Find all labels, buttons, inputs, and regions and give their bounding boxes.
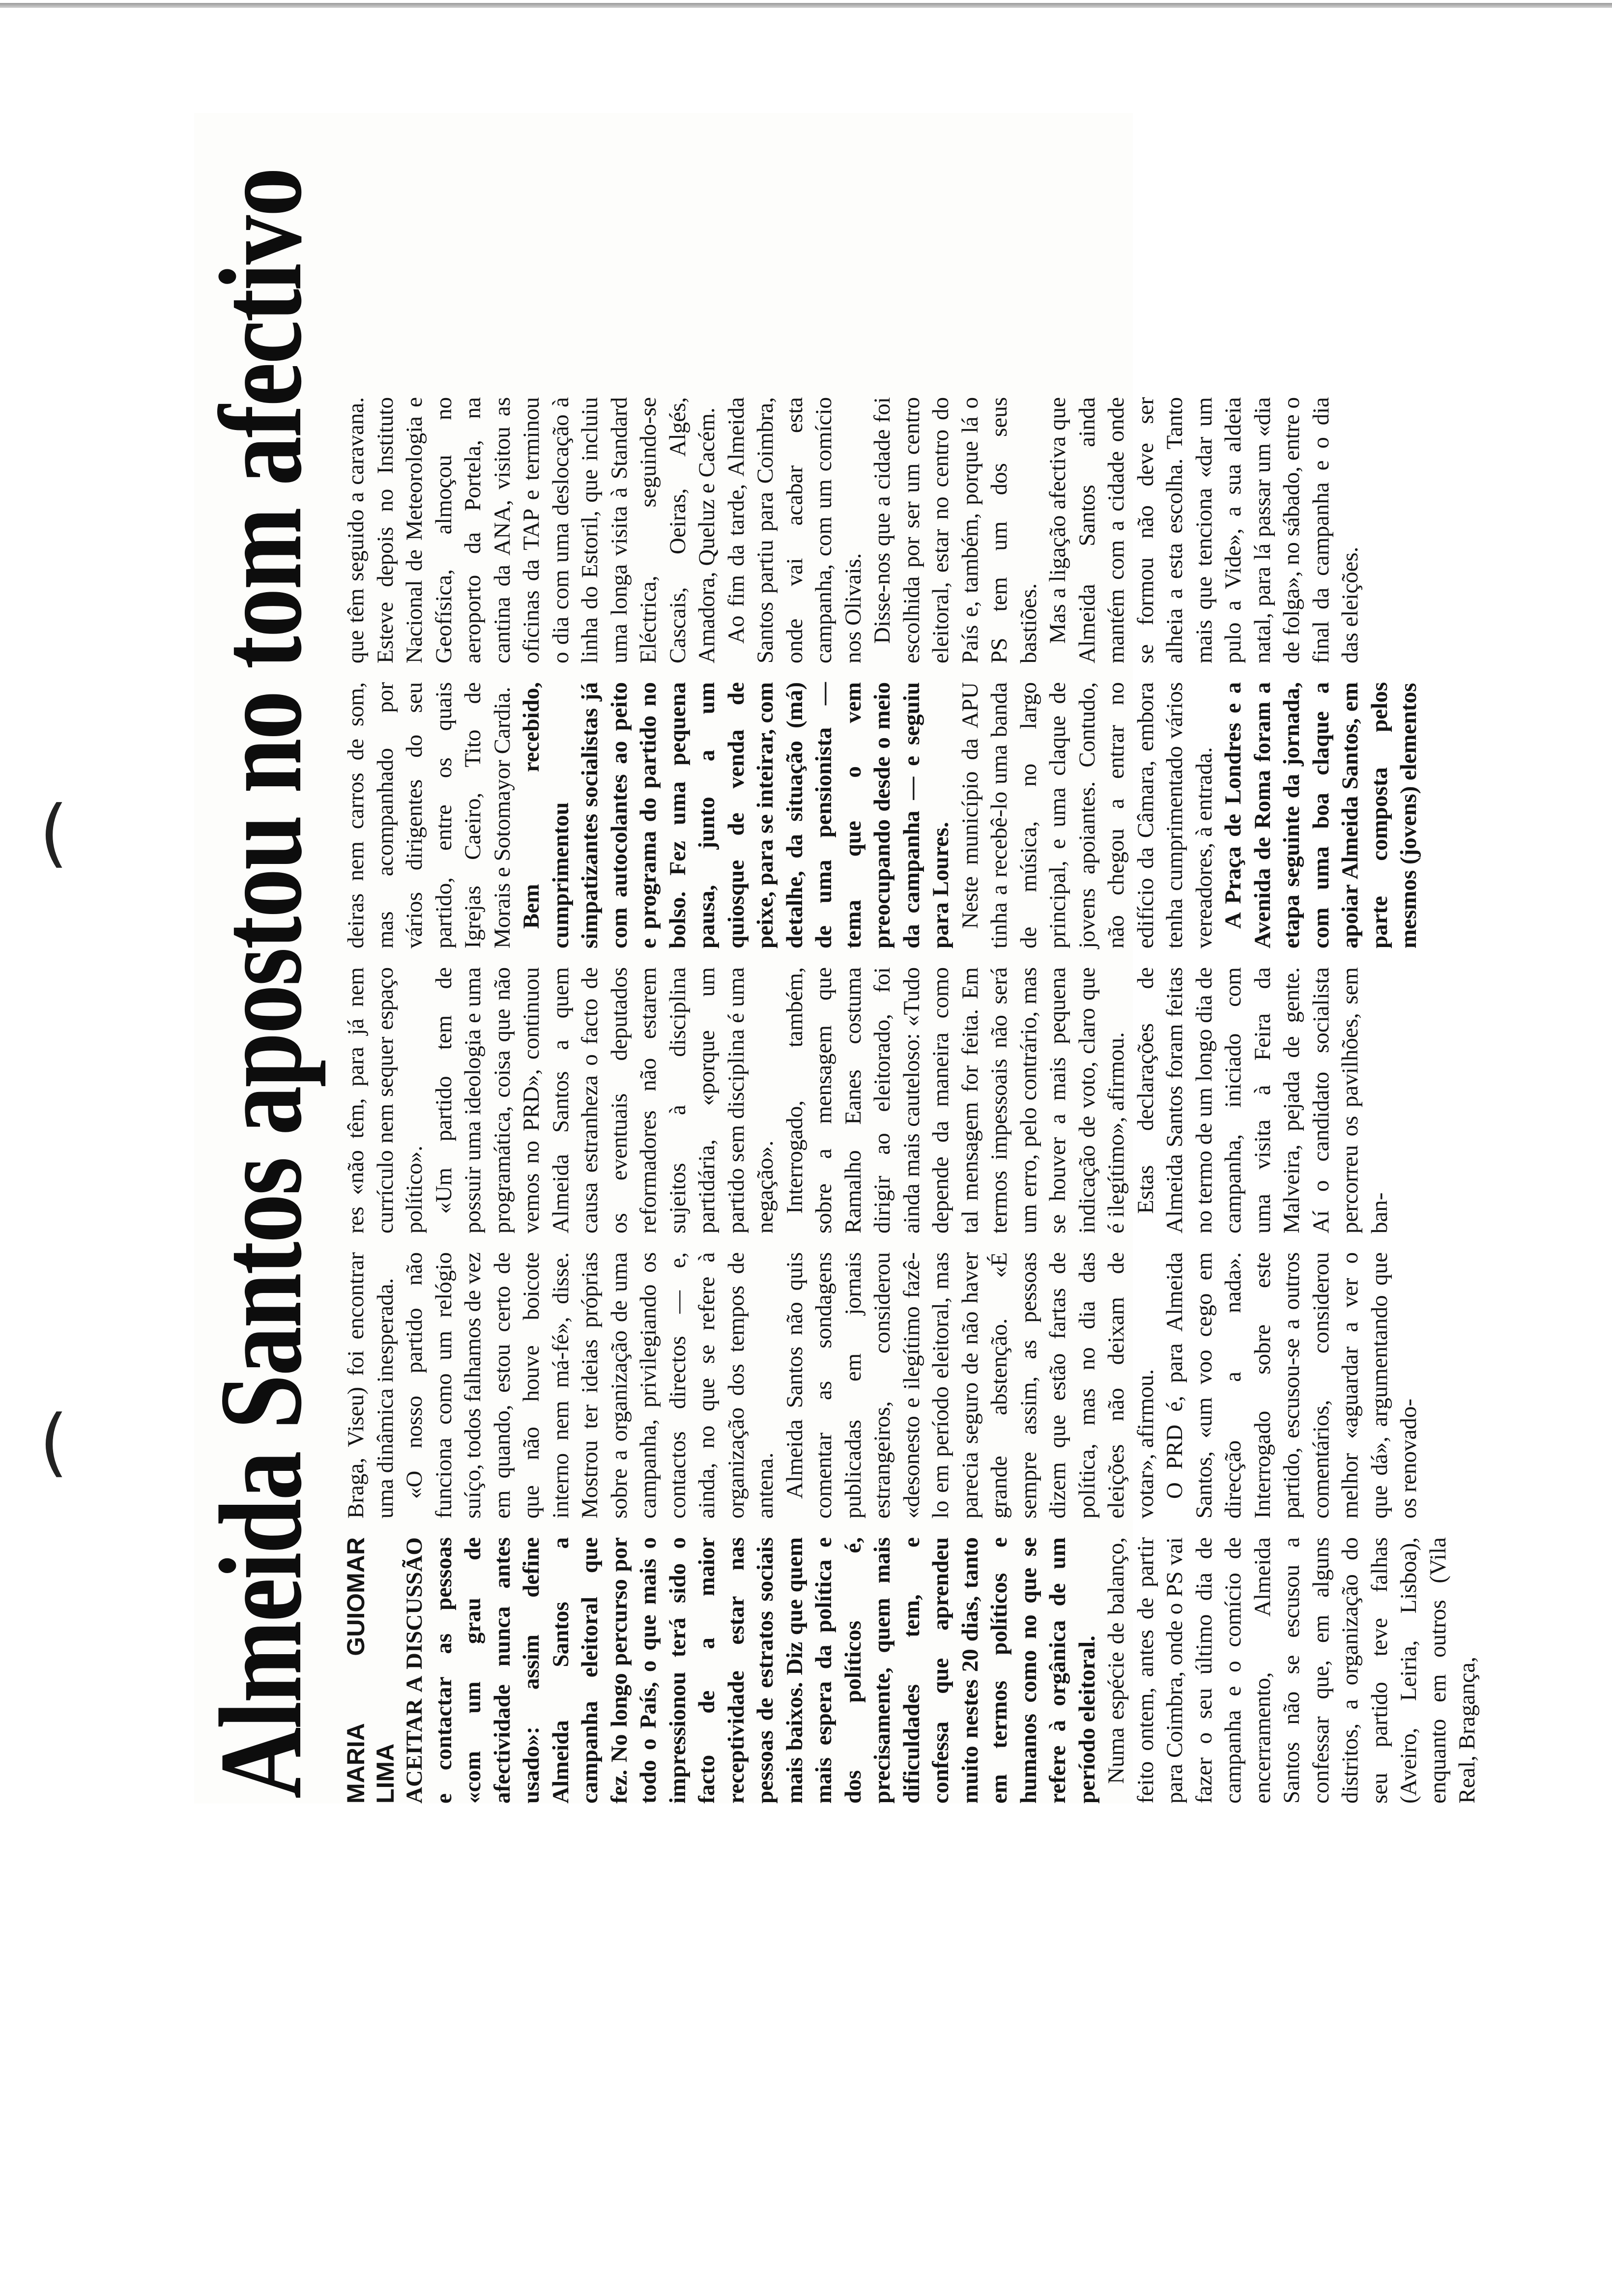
paragraph: res «não têm, para já nem currículo nem sequer espaço político».	[343, 967, 427, 1234]
paragraph: A Praça de Londres e a Avenida de Roma foram a etapa seguinte da jornada, com uma boa claque a apoiar Almeida Santos, em parte composta pelos mesmos (jovens) elementos	[1220, 682, 1421, 948]
paragraph: deiras nem carros de som, mas acompanhado por vários dirigentes do seu partido, entre os quais Igrejas Caeiro, Tito de Morais e Sotomayor Cardia.	[343, 682, 515, 948]
byline: MARIA GUIOMAR LIMA	[342, 1537, 399, 1804]
paragraph: Estas declarações de Almeida Santos foram feitas no termo de um longo dia de campanha, iniciado com uma visita à Feira da Malveira, pejada de gente. Aí o candidato socialista percorreu os pavilhões, sem ban-	[1132, 967, 1392, 1234]
paragraph: ACEITAR A DISCUSSÃO e contactar as pessoas «com um grau de afectividade nunca antes usado»: assim define Almeida Santos a campanha eleitoral que fez. No longo percurso por todo o País, o que mais o impressionou terá sido o facto de a maior receptividade estar nas pessoas de estratos sociais mais baixos. Diz que quem mais espera da política e dos políticos é, precisamente, quem mais dificuldades tem, e confessa que aprendeu muito nestes 20 dias, tanto em termos políticos e humanos como no que se refere à orgânica de um período eleitoral.	[402, 1537, 1100, 1804]
column-2	[342, 1252, 1421, 1519]
paragraph: Bem recebido, cumprimentou simpatizantes socialistas já com autocolantes ao peito e programa do partido no bolso. Fez uma pequena pausa, junto a um quiosque de venda de peixe, para se inteirar, com detalhe, da situação (má) de uma pensionista — tema que o vem preocupando desde o meio da campanha — e seguiu para Loures.	[518, 682, 953, 948]
article-body	[342, 113, 1480, 1804]
paragraph: O PRD é, para Almeida Santos, «um voo cego em direcção a nada». Interrogado sobre este partido, escusou-se a outros comentários, considerou melhor «aguardar a ver o que dá», argumentando que os renovado-	[1162, 1252, 1421, 1519]
paragraph: Almeida Santos não quis comentar as sondagens publicadas em jornais estrangeiros, considerou «desonesto e ilegítimo fazê-lo em período eleitoral, mas parecia seguro de não haver grande abstenção. «É sempre assim, as pessoas dizem que estão fartas de política, mas no dia das eleições não deixam de votar», afirmou.	[781, 1252, 1158, 1519]
headline: Almeida Santos apostou no tom afectivo	[195, 169, 326, 1799]
punch-hole-bottom: (	[39, 1400, 68, 1485]
column-3	[342, 967, 1392, 1234]
column-1	[342, 1537, 1480, 1804]
scanner-edge-line	[0, 3, 1612, 8]
paragraph: «Um partido tem de possuir uma ideologia e uma programática, coisa que não vemos no PRD», continuou Almeida Santos a quem causa estranheza o facto de os eventuais deputados reformadores não estarem sujeitos à disciplina partidária, «porque um partido sem disciplina é uma negação».	[431, 967, 778, 1234]
punch-hole-top: (	[39, 790, 68, 876]
newspaper-clipping	[194, 113, 1480, 1804]
paragraph: que têm seguido a caravana. Esteve depois no Instituto Nacional de Meteorologia e Geofísica, almoçou no aeroporto da Portela, na cantina da ANA, visitou as oficinas da TAP e terminou o dia com uma deslocação à linha do Estoril, que incluiu uma longa visita à Standard Eléctrica, seguindo-se Cascais, Oeiras, Algés, Amadora, Queluz e Cacém.	[343, 397, 720, 663]
paragraph: Numa espécie de balanço, feito ontem, antes de partir para Coimbra, onde o PS vai fazer o seu último dia de campanha e o comício de encerramento, Almeida Santos não se escusou a confessar que, em alguns distritos, a organização do seu partido teve falhas (Aveiro, Leiria, Lisboa), enquanto em outros (Vila Real, Bragança,	[1103, 1537, 1480, 1804]
paragraph: Mas a ligação afectiva que Almeida Santos ainda mantém com a cidade onde se formou não deve ser alheia a esta escolha. Tanto mais que tenciona «dar um pulo a Vide», a sua aldeia natal, para lá passar um «dia de folga», no sábado, entre o final da campanha e o dia das eleições.	[1045, 397, 1363, 663]
paragraph: Interrogado, também, sobre a mensagem que Ramalho Eanes costuma dirigir ao eleitorado, foi ainda mais cauteloso: «Tudo depende da maneira como tal mensagem for feita. Em termos impessoais não será um erro, pelo contrário, mas se houver a mais pequena indicação de voto, claro que é ilegítimo», afirmou.	[781, 967, 1129, 1234]
paragraph: Neste município da APU tinha a recebê-lo uma banda de música, no largo principal, e uma claque de jovens apoiantes. Contudo, não chegou a entrar no edifício da Câmara, embora tenha cumprimentado vários vereadores, à entrada.	[957, 682, 1217, 948]
paragraph: Disse-nos que a cidade foi escolhida por ser um centro eleitoral, estar no centro do País e, também, porque lá o PS tem um dos seus bastiões.	[869, 397, 1041, 663]
paragraph: Ao fim da tarde, Almeida Santos partiu para Coimbra, onde vai acabar esta campanha, com um comício nos Olivais.	[723, 397, 866, 663]
paragraph: «O nosso partido não funciona como um relógio suíço, todos falhamos de vez em quando, estou certo de que não houve boicote interno nem má-fé», disse. Mostrou ter ideias próprias sobre a organização de uma campanha, privilegiando os contactos directos — e, ainda, no que se refere à organização dos tempos de antena.	[402, 1252, 778, 1519]
column-4	[342, 682, 1421, 948]
paragraph: Braga, Viseu) foi encontrar uma dinâmica inesperada.	[343, 1252, 398, 1519]
column-5	[342, 397, 1363, 663]
